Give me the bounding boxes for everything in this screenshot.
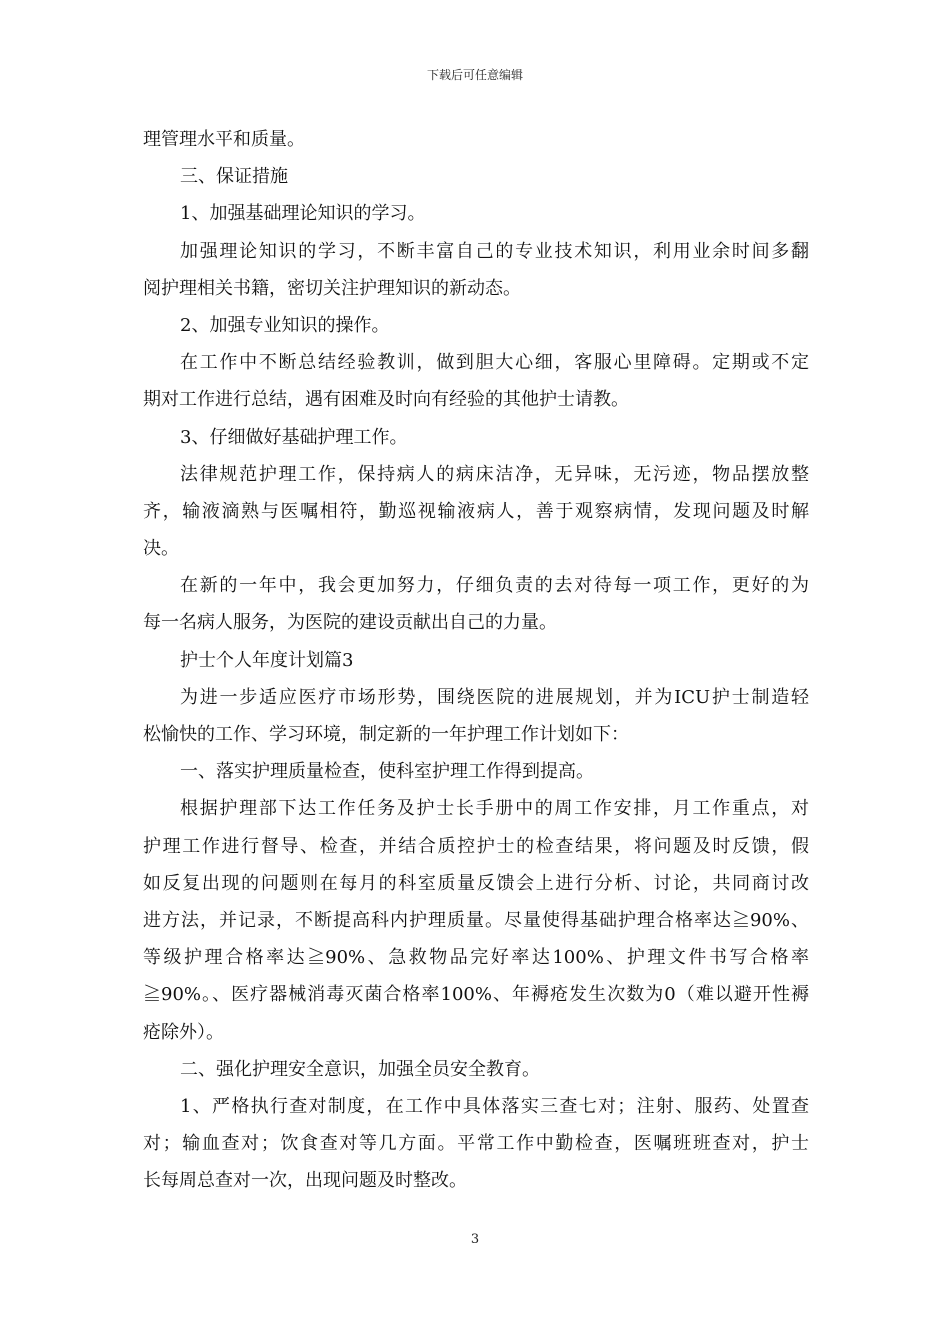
text-line: 理管理水平和质量。: [143, 129, 305, 150]
text-line: 对；输血查对；饮食查对等几方面。平常工作中勤检查，医嘱班班查对，护士: [143, 1133, 809, 1155]
text-line: 护理工作进行督导、检查，并结合质控护士的检查结果，将问题及时反馈，假: [143, 835, 809, 857]
text-line: 松愉快的工作、学习环境，制定新的一年护理工作计划如下：: [143, 724, 629, 745]
text-line: 一、落实护理质量检查，使科室护理工作得到提高。: [180, 761, 594, 783]
text-line: 疮除外）。: [143, 1021, 224, 1043]
text-line: 三、保证措施: [180, 166, 288, 188]
document-body: [143, 121, 809, 1199]
text-line: 法律规范护理工作，保持病人的病床洁净，无异味，无污迹，物品摆放整: [180, 463, 809, 485]
text-line: 二、强化护理安全意识，加强全员安全教育。: [180, 1058, 540, 1080]
page-number: 3: [470, 1232, 480, 1247]
text-line: 期对工作进行总结，遇有困难及时向有经验的其他护士请教。: [143, 389, 629, 411]
text-line: 如反复出现的问题则在每月的科室质量反馈会上进行分析、讨论，共同商讨改: [143, 872, 809, 894]
text-line: 护士个人年度计划篇3: [180, 649, 354, 671]
text-line: 齐，输液滴熟与医嘱相符，勤巡视输液病人，善于观察病情，发现问题及时解: [143, 500, 809, 522]
text-line: 在工作中不断总结经验教训，做到胆大心细，客服心里障碍。定期或不定: [180, 352, 809, 374]
text-line: 在新的一年中，我会更加努力，仔细负责的去对待每一项工作，更好的为: [180, 575, 809, 597]
text-line: 1、严格执行查对制度，在工作中具体落实三查七对；注射、服药、处置查: [180, 1095, 809, 1117]
text-line: 1、加强基础理论知识的学习。: [180, 203, 426, 225]
page-header: 下载后可任意编辑: [426, 68, 523, 82]
text-line: 每一名病人服务，为医院的建设贡献出自己的力量。: [143, 612, 557, 634]
text-line: 为进一步适应医疗市场形势，围绕医院的进展规划，并为ICU护士制造轻: [180, 686, 809, 708]
text-line: 加强理论知识的学习，不断丰富自己的专业技术知识，利用业余时间多翻: [180, 240, 809, 262]
text-line: 长每周总查对一次，出现问题及时整改。: [143, 1170, 467, 1192]
text-line: 等级护理合格率达≧90%、急救物品完好率达100%、护理文件书写合格率: [143, 947, 809, 969]
text-line: ≧90%。、医疗器械消毒灭菌合格率100%、年褥疮发生次数为0（难以避开性褥: [143, 984, 809, 1006]
text-line: 根据护理部下达工作任务及护士长手册中的周工作安排，月工作重点，对: [180, 798, 809, 820]
text-line: 阅护理相关书籍，密切关注护理知识的新动态。: [143, 277, 521, 299]
text-line: 决。: [143, 538, 179, 560]
text-line: 2、加强专业知识的操作。: [180, 314, 390, 336]
text-line: 3、仔细做好基础护理工作。: [180, 426, 408, 448]
text-line: 进方法，并记录，不断提高科内护理质量。尽量使得基础护理合格率达≧90%、: [143, 909, 809, 931]
